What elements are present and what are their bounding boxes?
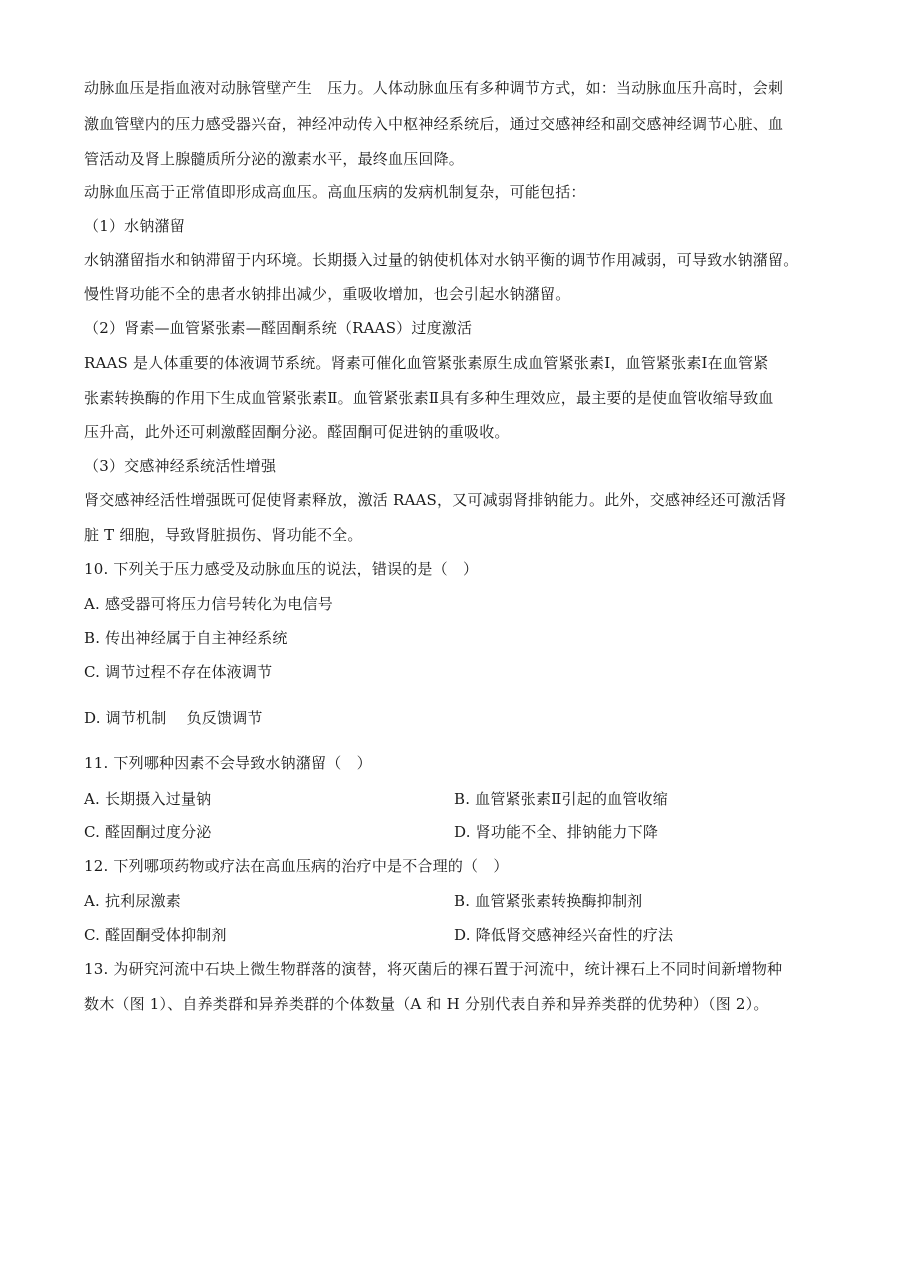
passage-line: 压升高，此外还可刺激醛固酮分泌。醛固酮可促进钠的重吸收。 — [84, 423, 510, 441]
passage-line: 肾交感神经活性增强既可促使肾素释放，激活 RAAS，又可减弱肾排钠能力。此外，交感神经还可激活肾 — [84, 491, 787, 509]
passage-line: 张素转换酶的作用下生成血管紧张素Ⅱ。血管紧张素Ⅱ具有多种生理效应，最主要的是使血管收缩导致血 — [84, 389, 774, 407]
question-12-option-a: A. 抗利尿激素 — [84, 892, 181, 910]
section-title: （2）肾素—血管紧张素—醛固酮系统（RAAS）过度激活 — [84, 319, 473, 337]
question-12-option-b: B. 血管紧张素转换酶抑制剂 — [454, 892, 643, 910]
question-11-option-b: B. 血管紧张素Ⅱ引起的血管收缩 — [454, 790, 668, 808]
question-13-stem: 数木（图 1）、自养类群和异养类群的个体数量（A 和 H 分别代表自养和异养类群的优势种）（图 2）。 — [84, 995, 769, 1013]
question-12-option-c: C. 醛固酮受体抑制剂 — [84, 926, 227, 944]
section-title: （1）水钠潴留 — [84, 217, 185, 235]
passage-line: 脏 T 细胞，导致肾脏损伤、肾功能不全。 — [84, 526, 363, 544]
question-10-option-d: D. 调节机制 负反馈调节 — [84, 709, 263, 727]
question-11-option-a: A. 长期摄入过量钠 — [84, 790, 212, 808]
question-10-stem: 10. 下列关于压力感受及动脉血压的说法，错误的是（ ） — [84, 560, 479, 578]
passage-line: 动脉血压高于正常值即形成高血压。高血压病的发病机制复杂，可能包括： — [84, 183, 586, 201]
question-10-option-b: B. 传出神经属于自主神经系统 — [84, 629, 288, 647]
section-title: （3）交感神经系统活性增强 — [84, 457, 277, 475]
question-12-option-d: D. 降低肾交感神经兴奋性的疗法 — [454, 926, 674, 944]
passage-line: 水钠潴留指水和钠滞留于内环境。长期摄入过量的钠使机体对水钠平衡的调节作用减弱，可导致水钠潴留。 — [84, 251, 799, 269]
question-13-stem: 13. 为研究河流中石块上微生物群落的演替，将灭菌后的裸石置于河流中，统计裸石上不同时间新增物种 — [84, 960, 783, 978]
passage-line: 慢性肾功能不全的患者水钠排出减少，重吸收增加，也会引起水钠潴留。 — [84, 285, 571, 303]
passage-line: RAAS 是人体重要的体液调节系统。肾素可催化血管紧张素原生成血管紧张素Ⅰ，血管紧张素Ⅰ在血管紧 — [84, 354, 769, 372]
passage-line: 激血管壁内的压力感受器兴奋，神经冲动传入中枢神经系统后，通过交感神经和副交感神经调节心脏、血 — [84, 115, 784, 133]
question-11-option-d: D. 肾功能不全、排钠能力下降 — [454, 823, 659, 841]
passage-line: 动脉血压是指血液对动脉管壁产生 压力。人体动脉血压有多种调节方式，如：当动脉血压升高时，会刺 — [84, 79, 784, 97]
question-11-option-c: C. 醛固酮过度分泌 — [84, 823, 212, 841]
question-12-stem: 12. 下列哪项药物或疗法在高血压病的治疗中是不合理的（ ） — [84, 857, 509, 875]
passage-line: 管活动及肾上腺髓质所分泌的激素水平，最终血压回降。 — [84, 150, 465, 168]
question-10-option-c: C. 调节过程不存在体液调节 — [84, 663, 273, 681]
question-11-stem: 11. 下列哪种因素不会导致水钠潴留（ ） — [84, 754, 372, 772]
question-10-option-a: A. 感受器可将压力信号转化为电信号 — [84, 595, 333, 613]
